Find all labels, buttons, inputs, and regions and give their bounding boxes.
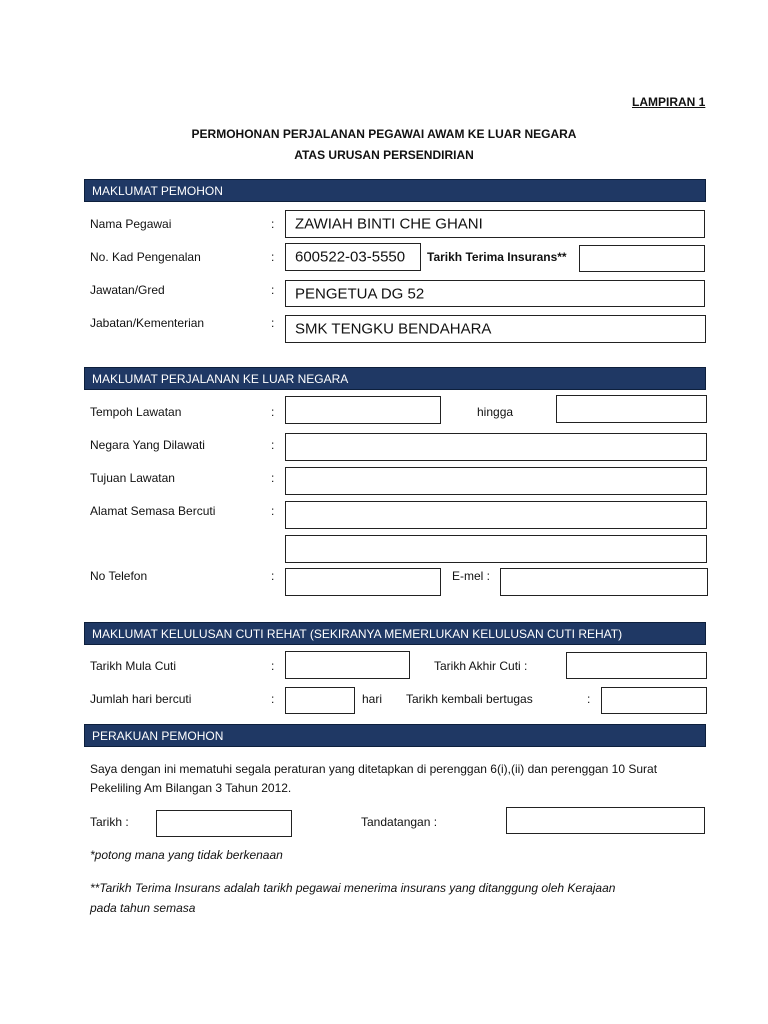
insurance-date-field[interactable]: [579, 245, 705, 272]
colon: :: [271, 405, 275, 419]
address-field-line1[interactable]: [285, 501, 707, 529]
ic-number-label: No. Kad Pengenalan: [90, 250, 201, 264]
leave-end-field[interactable]: [566, 652, 707, 679]
email-label: E-mel :: [452, 569, 491, 583]
address-label: Alamat Semasa Bercuti: [90, 504, 216, 518]
footnote-insurance-line1: **Tarikh Terima Insurans adalah tarikh pegawai menerima insurans yang ditanggung oleh Kerajaan: [90, 881, 616, 895]
colon: :: [271, 283, 275, 297]
until-label: hingga: [477, 405, 514, 419]
visit-start-field[interactable]: [285, 396, 441, 424]
colon: :: [271, 504, 275, 518]
colon: :: [271, 438, 275, 452]
footnote-insurance-line2: pada tahun semasa: [90, 901, 196, 915]
visit-period-label: Tempoh Lawatan: [90, 405, 182, 419]
footnote-strike: *potong mana yang tidak berkenaan: [90, 848, 283, 862]
appendix-label: LAMPIRAN 1: [632, 95, 706, 109]
position-field[interactable]: [285, 280, 705, 307]
section-header-travel: MAKLUMAT PERJALANAN KE LUAR NEGARA: [84, 367, 706, 390]
section-header-declaration: PERAKUAN PEMOHON: [84, 724, 706, 747]
form-title-line2: ATAS URUSAN PERSENDIRIAN: [294, 148, 474, 162]
days-unit-label: hari: [362, 692, 383, 706]
department-field[interactable]: [285, 315, 706, 343]
email-field[interactable]: [500, 568, 708, 596]
purpose-label: Tujuan Lawatan: [90, 471, 175, 485]
name-value: ZAWIAH BINTI CHE GHANI: [295, 215, 483, 233]
department-value: SMK TENGKU BENDAHARA: [295, 320, 492, 338]
position-label: Jawatan/Gred: [90, 283, 165, 297]
country-label: Negara Yang Dilawati: [90, 438, 205, 452]
form-title-line1: PERMOHONAN PERJALANAN PEGAWAI AWAM KE LUAR NEGARA: [191, 127, 577, 141]
purpose-field[interactable]: [285, 467, 707, 495]
visit-end-field[interactable]: [556, 395, 707, 423]
position-value: PENGETUA DG 52: [295, 285, 425, 302]
insurance-date-label: Tarikh Terima Insurans**: [427, 250, 567, 264]
country-field[interactable]: [285, 433, 707, 461]
department-label: Jabatan/Kementerian: [90, 316, 205, 330]
phone-label: No Telefon: [90, 569, 148, 583]
colon: :: [271, 217, 275, 231]
leave-start-label: Tarikh Mula Cuti: [90, 659, 177, 673]
colon: :: [271, 250, 275, 264]
colon: :: [271, 569, 275, 583]
ic-number-value: 600522-03-5550: [295, 248, 406, 266]
name-field[interactable]: [285, 210, 705, 238]
ic-number-field[interactable]: [285, 243, 421, 271]
section-header-leave: MAKLUMAT KELULUSAN CUTI REHAT (SEKIRANYA MEMERLUKAN KELULUSAN CUTI REHAT): [84, 622, 706, 645]
section-header-applicant: MAKLUMAT PEMOHON: [84, 179, 706, 202]
name-label: Nama Pegawai: [90, 217, 172, 231]
signature-field[interactable]: [506, 807, 705, 834]
colon: :: [271, 316, 275, 330]
declaration-date-field[interactable]: [156, 810, 292, 837]
colon: :: [271, 659, 275, 673]
phone-field[interactable]: [285, 568, 441, 596]
leave-days-label: Jumlah hari bercuti: [90, 692, 192, 706]
declaration-text-line1: Saya dengan ini mematuhi segala peraturan yang ditetapkan di perenggan 6(i),(ii) dan perenggan 10 Surat: [90, 762, 658, 776]
return-date-field[interactable]: [601, 687, 707, 714]
signature-label: Tandatangan :: [361, 815, 438, 829]
leave-start-field[interactable]: [285, 651, 410, 679]
leave-end-label: Tarikh Akhir Cuti :: [434, 659, 528, 673]
colon: :: [271, 471, 275, 485]
declaration-date-label: Tarikh :: [90, 815, 129, 829]
leave-days-field[interactable]: [285, 687, 355, 714]
colon: :: [271, 692, 275, 706]
address-field-line2[interactable]: [285, 535, 707, 563]
colon: :: [587, 692, 591, 706]
declaration-text-line2: Pekeliling Am Bilangan 3 Tahun 2012.: [90, 781, 292, 795]
return-date-label: Tarikh kembali bertugas: [406, 692, 533, 706]
